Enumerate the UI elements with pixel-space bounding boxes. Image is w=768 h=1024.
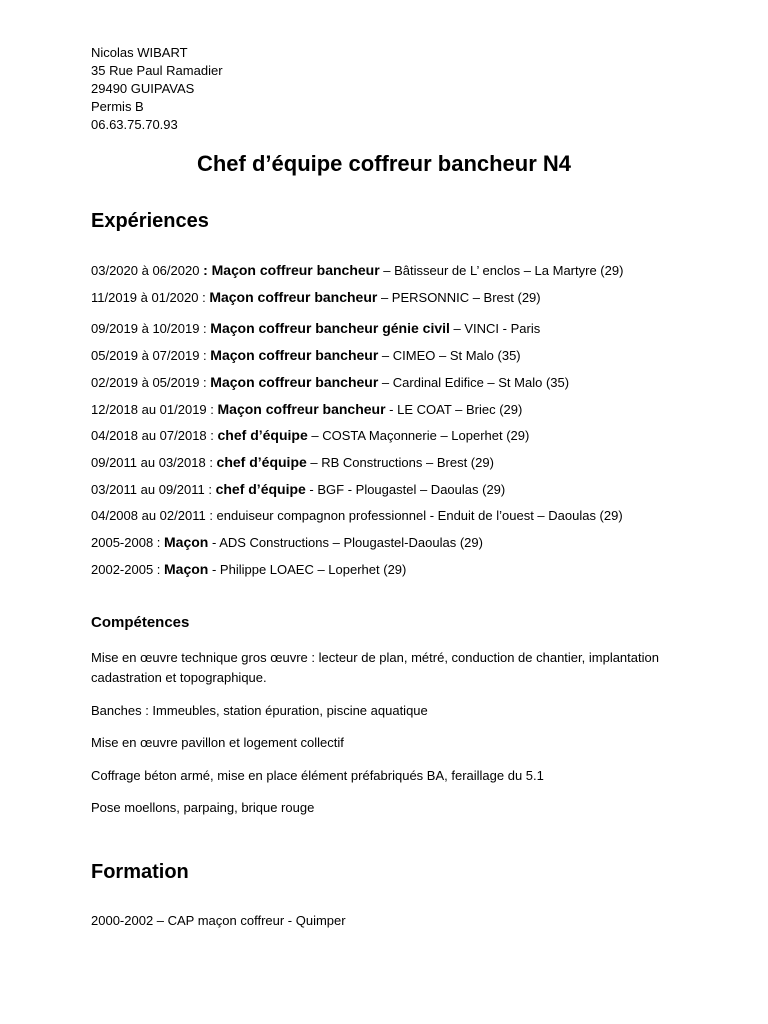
- experiences-heading: Expériences: [91, 210, 209, 232]
- experience-date: 04/2008 au 02/2011 : enduiseur compagnon professionnel - Enduit de l’ouest – Daoulas (29): [91, 508, 623, 523]
- competence-item: Mise en œuvre pavillon et logement collectif: [91, 735, 344, 750]
- contact-block: [91, 44, 223, 134]
- experience-item: [91, 560, 406, 579]
- experience-date: 05/2019 à 07/2019 :: [91, 348, 211, 363]
- experience-role: Maçon coffreur bancheur: [209, 289, 378, 305]
- experience-role: Maçon: [164, 561, 209, 577]
- experience-detail: - BGF - Plougastel – Daoulas (29): [305, 482, 506, 497]
- experience-item: [91, 261, 623, 280]
- experience-item: [91, 426, 529, 445]
- experience-date: 02/2019 à 05/2019 :: [91, 375, 211, 390]
- experience-detail: – VINCI - Paris: [449, 321, 541, 336]
- experience-date: 2002-2005 :: [91, 562, 165, 577]
- experience-date: 2005-2008 :: [91, 535, 165, 550]
- experience-detail: – CIMEO – St Malo (35): [378, 348, 521, 363]
- experience-item: [91, 480, 505, 499]
- experience-item: [91, 288, 541, 307]
- experience-detail: - ADS Constructions – Plougastel-Daoulas (29): [208, 535, 483, 550]
- experience-item: [91, 346, 521, 365]
- experience-detail: – RB Constructions – Brest (29): [306, 455, 494, 470]
- contact-street: 35 Rue Paul Ramadier: [91, 63, 223, 78]
- experience-detail: - Philippe LOAEC – Loperhet (29): [208, 562, 407, 577]
- experience-item: [91, 373, 569, 392]
- experience-item: [91, 533, 483, 552]
- competence-item: Mise en œuvre technique gros œuvre : lecteur de plan, métré, conduction de chantier, implantation cadastration et topographique.: [91, 650, 659, 685]
- competence-item: Pose moellons, parpaing, brique rouge: [91, 800, 315, 815]
- experience-role: chef d’équipe: [215, 481, 306, 497]
- experience-date: 11/2019 à 01/2020 :: [91, 290, 210, 305]
- experience-date: 09/2019 à 10/2019 :: [91, 321, 211, 336]
- document-title: Chef d’équipe coffreur bancheur N4: [196, 151, 572, 176]
- experience-item: [91, 453, 494, 472]
- formation-heading: Formation: [91, 861, 189, 883]
- competences-heading: Compétences: [91, 614, 190, 631]
- experience-role: Maçon coffreur bancheur: [210, 347, 379, 363]
- experience-date: 09/2011 au 03/2018 :: [91, 455, 217, 470]
- experience-date: 04/2018 au 07/2018 :: [91, 428, 218, 443]
- experience-role: Maçon: [164, 534, 209, 550]
- experience-detail: – PERSONNIC – Brest (29): [377, 290, 541, 305]
- competence-item: Coffrage béton armé, mise en place élément préfabriqués BA, feraillage du 5.1: [91, 768, 544, 783]
- experience-role: chef d’équipe: [216, 454, 307, 470]
- contact-name: Nicolas WIBART: [91, 45, 188, 60]
- contact-phone: 06.63.75.70.93: [91, 117, 178, 132]
- experience-detail: – COSTA Maçonnerie – Loperhet (29): [307, 428, 530, 443]
- experience-role: Maçon coffreur bancheur: [210, 374, 379, 390]
- experience-item: [91, 319, 540, 338]
- experience-detail: - LE COAT – Briec (29): [385, 402, 523, 417]
- experience-separator: :: [203, 262, 212, 278]
- competence-item: Banches : Immeubles, station épuration, piscine aquatique: [91, 703, 428, 718]
- experience-date: 12/2018 au 01/2019 :: [91, 402, 218, 417]
- experience-date: 03/2011 au 09/2011 :: [91, 482, 216, 497]
- experience-item: [91, 507, 623, 525]
- experience-date: 03/2020 à 06/2020: [91, 263, 204, 278]
- contact-city: 29490 GUIPAVAS: [91, 81, 195, 96]
- experience-item: [91, 400, 522, 419]
- experience-role: Maçon coffreur bancheur génie civil: [210, 320, 450, 336]
- experience-detail: – Cardinal Edifice – St Malo (35): [378, 375, 570, 390]
- contact-license: Permis B: [91, 99, 144, 114]
- experience-role: Maçon coffreur bancheur: [217, 401, 386, 417]
- formation-item: 2000-2002 – CAP maçon coffreur - Quimper: [91, 913, 346, 928]
- experience-role: Maçon coffreur bancheur: [211, 262, 380, 278]
- experience-detail: – Bâtisseur de L’ enclos – La Martyre (29): [379, 263, 624, 278]
- experience-role: chef d’équipe: [217, 427, 308, 443]
